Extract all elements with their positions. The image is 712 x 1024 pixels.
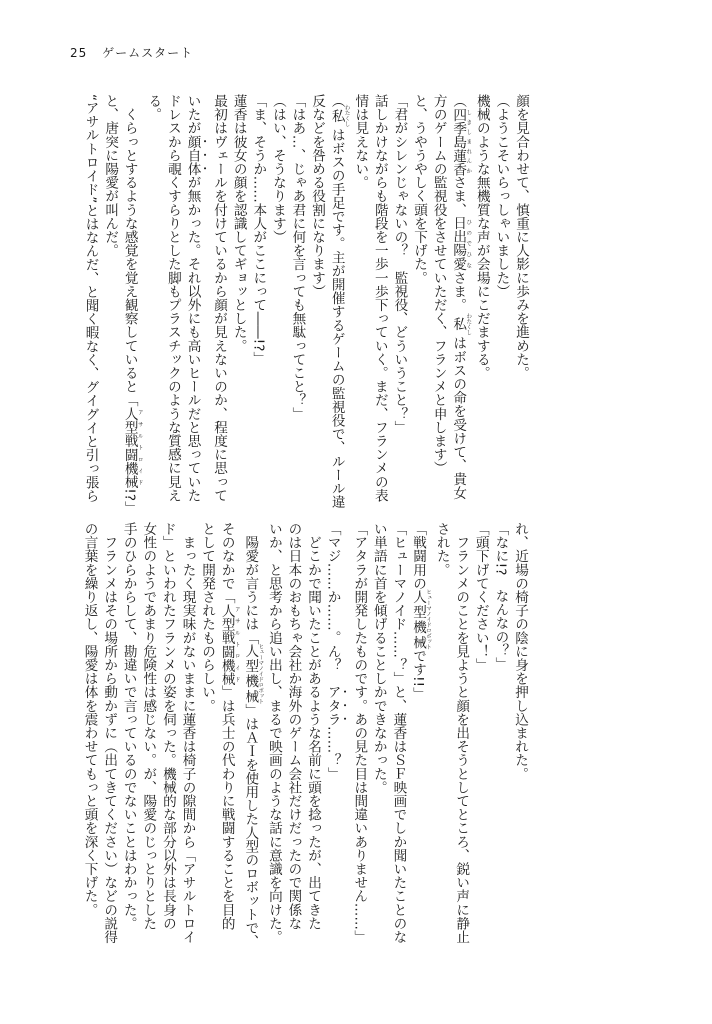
text-column <box>470 522 490 934</box>
text-run: ……？」 <box>324 726 341 781</box>
text-run: れ、近場の椅子の陰に身を押し込まれた。 <box>512 522 528 781</box>
ruby-word <box>450 216 472 271</box>
text-column <box>448 94 472 506</box>
ruby-word <box>242 643 264 705</box>
text-column <box>306 94 326 506</box>
text-column <box>209 94 229 506</box>
text-run: 「頭下げてください！」 <box>472 522 489 672</box>
ruby-base: 私 <box>450 312 467 335</box>
text-column <box>510 94 530 506</box>
ruby-word <box>410 589 432 650</box>
text-column <box>471 94 491 506</box>
text-run: です!!」 <box>410 648 427 701</box>
text-run: はボスの命を受けて、貴女 <box>450 331 467 500</box>
text-column <box>349 522 369 944</box>
ruby-base: 人型機械 <box>410 589 427 650</box>
text-run: “アサルトロイド”とはなんだ、と聞く暇なく、グイグイと引っ張ら <box>82 94 99 503</box>
text-column <box>162 94 182 506</box>
text-column <box>248 94 268 506</box>
text-run: として開発されたものらしい。 <box>199 522 216 713</box>
text-column <box>240 522 264 949</box>
ruby-base: 人型戦闘機械 <box>121 406 138 489</box>
text-run: 顔を見合わせて、慎重に人影に歩みを進めた。 <box>513 94 529 380</box>
text-run: のは日本のおもちゃ会社か海外のゲーム会社だけだったので関係な <box>285 522 302 930</box>
text-column <box>368 522 388 934</box>
text-column <box>509 522 529 934</box>
ruby-reading: わたくし <box>343 104 350 127</box>
ruby-word <box>328 104 350 127</box>
text-column <box>287 94 307 506</box>
text-run: 陽愛が言うには「 <box>242 522 259 645</box>
text-column <box>491 94 511 506</box>
text-column <box>490 522 510 934</box>
emphasis-text: アタラ <box>324 685 341 726</box>
text-run: ドレスから覗くすらりとした脚もプラスチックのような質感に見え <box>164 94 181 502</box>
text-run: （ようこそいらっしゃいました） <box>493 94 510 298</box>
text-run: と、唐突に陽愛が叫んだ。 <box>102 94 119 258</box>
text-column <box>157 522 177 934</box>
text-column <box>263 522 283 944</box>
text-run: !?」 <box>121 488 138 515</box>
ruby-reading: アサルトロイド <box>233 603 240 686</box>
text-column <box>326 94 350 509</box>
text-run: い単語に首を傾げることしかできなかった。 <box>370 522 387 794</box>
text-column <box>228 94 248 506</box>
text-column <box>389 94 409 506</box>
running-header <box>70 44 193 61</box>
text-run: が無かった。それ以外にも高いヒールだと思っていた <box>184 175 201 503</box>
text-run: と、うやうやしく頭を下げた。 <box>411 94 428 285</box>
text-run: 女性のようであまり危険性は感じない。が、陽愛のじっとりとした <box>140 522 157 930</box>
text-run: まったく現実味がないままに蓮香は椅子の隙間から「アサルトロイ <box>179 522 196 944</box>
text-run: フランメのことを見ようと顔を出そうとしてところ、鋭い声に静止 <box>453 522 470 944</box>
ruby-base: 人型戦闘機械 <box>218 603 235 686</box>
text-run: 情は見えない。 <box>352 94 369 190</box>
text-run: 」はＡＩを使用した人型のロボットで、 <box>242 703 259 949</box>
text-column <box>451 522 471 944</box>
text-run: フランメはその場所から動かずに（出てきてください）などの説得 <box>101 522 118 944</box>
text-run: ド」といわれたフランメの姿を伺った。機械的な部分以外は長身の <box>159 522 176 930</box>
text-run: 「マジ……か……。ん？ <box>324 522 341 686</box>
text-column <box>350 94 370 506</box>
text-column <box>119 94 143 515</box>
ruby-reading: アサルトロイド <box>136 406 143 489</box>
ruby-reading: しきしまれんか <box>465 107 472 176</box>
ruby-word <box>450 312 472 335</box>
emphasis-text: 顔自体 <box>184 134 201 176</box>
text-run: 「君がシレンじゃないの？ 監視役、どういうこと？」 <box>391 94 408 434</box>
text-run: どこかで聞いたことがあるような名前に頭を捻ったが、出てきた <box>305 522 322 930</box>
text-run: 方のゲームの監視役をさせていただく、フランメと申します） <box>430 94 447 475</box>
text-run: はボスの手足です。主が開催するゲームの監視役で、ルール違 <box>328 123 345 509</box>
text-run: 「戦闘用の <box>410 522 427 590</box>
text-column <box>216 522 240 934</box>
ruby-base: 私 <box>328 104 345 127</box>
text-run: （はい、そうなります） <box>269 94 286 244</box>
page-number: 25 <box>70 46 88 60</box>
text-run: いたが <box>184 94 201 135</box>
text-column <box>267 94 287 506</box>
text-column <box>79 522 99 934</box>
ruby-reading: ひのでひな <box>465 216 472 271</box>
chapter-title: ゲームスタート <box>102 46 194 60</box>
text-run: 機械のような無機質な声が会場にこだまする。 <box>473 94 490 380</box>
text-column <box>369 94 389 506</box>
text-run: 「ヒューマノイド……？」と、蓮香はＳＦ映画でしか聞いたことのな <box>390 522 407 944</box>
text-run: いか、と思考から追い出し、まるで映画のような話に意識を向けた。 <box>265 522 282 944</box>
text-run: された。 <box>433 522 450 577</box>
text-column <box>99 522 119 944</box>
text-run: 「ま、そうか……本人がここにって――!?」 <box>250 94 267 366</box>
ruby-reading: ヒューマノイドロボット <box>425 589 432 650</box>
ruby-reading: ヒューマノイドロボット <box>257 643 264 705</box>
text-run: くらっとするような感覚を覚え観察していると「 <box>121 94 138 407</box>
text-column <box>407 522 431 934</box>
upper-text-block <box>82 94 530 515</box>
ruby-word <box>218 603 240 686</box>
ruby-base: 四季島蓮香 <box>450 107 467 176</box>
text-run: 話しかけながらも階段を一歩一歩下っていく。まだ、フランメの表 <box>371 94 388 502</box>
text-run: 蓮香は彼女の顔を認識してギョッとした。 <box>230 94 247 353</box>
ruby-word <box>450 107 472 176</box>
text-run: 「なに!? なんなの？」 <box>492 522 509 671</box>
text-column <box>197 522 217 934</box>
text-run: そのなかで「 <box>218 522 235 604</box>
lower-text-block <box>81 522 529 949</box>
text-run: 反などを咎める役割になります） <box>309 94 326 298</box>
ruby-reading: わたくし <box>465 312 472 335</box>
text-run: （ <box>328 94 345 108</box>
text-column <box>302 522 322 934</box>
text-run: 「アタラが開発したものです。あの見た目は間違いありません……」 <box>351 522 368 944</box>
ruby-base: 日出陽愛 <box>450 216 467 271</box>
ruby-base: 人型機械 <box>242 643 259 705</box>
text-column <box>388 522 408 944</box>
ruby-word <box>121 406 143 489</box>
text-run: （ <box>450 94 467 108</box>
text-column <box>322 522 349 934</box>
text-column <box>182 94 209 506</box>
text-run: 手のひらからして、勘違いで言っているのでないことはわかった。 <box>120 522 137 930</box>
text-column <box>118 522 138 934</box>
text-run: る。 <box>145 94 162 122</box>
text-run: 」は兵士の代わりに戦闘することを目的 <box>218 685 235 931</box>
text-column <box>143 94 163 506</box>
text-run: の言葉を繰り返し、陽愛は体を震わせてもっと頭を深く下げた。 <box>81 522 98 917</box>
text-run: さま、 <box>450 175 467 217</box>
text-column <box>138 522 158 934</box>
text-column <box>408 94 428 506</box>
text-column <box>283 522 303 934</box>
text-column <box>177 522 197 944</box>
text-column <box>80 94 100 506</box>
text-run: 最初はヴェールを付けているから顔が見えないのか、程度に思って <box>211 94 228 502</box>
text-run: さま。 <box>450 270 467 316</box>
text-run: 「はあ…、じゃあ君に何を言っても無駄ってこと？」 <box>289 94 306 421</box>
text-column <box>100 94 120 506</box>
text-column <box>431 522 451 934</box>
text-column <box>428 94 448 506</box>
